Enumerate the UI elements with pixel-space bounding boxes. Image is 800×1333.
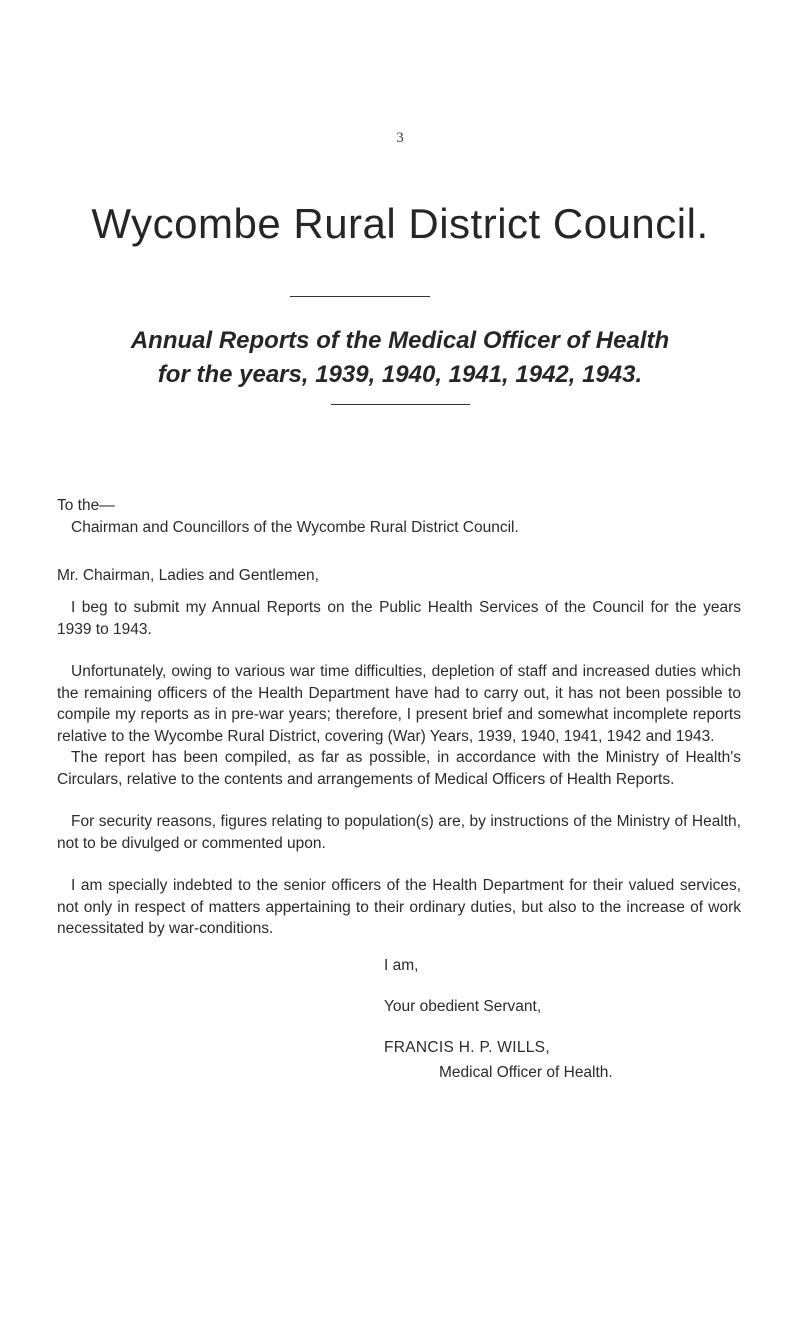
letter-addressee: Chairman and Councillors of the Wycombe Rural District Council. <box>71 519 519 536</box>
subtitle-divider <box>331 404 470 405</box>
report-subtitle <box>0 324 800 392</box>
closing-servant: Your obedient Servant, <box>384 998 542 1015</box>
subtitle-line-1: Annual Reports of the Medical Officer of Health <box>130 327 670 354</box>
subtitle-line-2: for the years, 1939, 1940, 1941, 1942, 1943. <box>157 361 643 388</box>
letter-salutation: Mr. Chairman, Ladies and Gentlemen, <box>57 567 319 584</box>
closing-i-am: I am, <box>384 957 419 974</box>
signatory-name: FRANCIS H. P. WILLS, <box>384 1039 550 1056</box>
letter-to-line: To the— <box>57 497 115 514</box>
signatory-title: Medical Officer of Health. <box>439 1064 613 1081</box>
letter-paragraph-1: I beg to submit my Annual Reports on the Public Health Services of the Council for the years 1939 to 1943. <box>57 599 741 638</box>
page-number: 3 <box>396 130 404 146</box>
letter-paragraph-2: Unfortunately, owing to various war time difficulties, depletion of staff and increased duties which the remaining officers of the Health Department have had to carry out, it has not been possible to compile my reports as in pre-war years; therefore, I present brief and somewhat incomplete reports relative to the Wycombe Rural District, covering (War) Years, 1939, 1940, 1941, 1942 and 1943. <box>57 663 741 745</box>
title-divider <box>290 296 430 297</box>
letter-paragraph-4: For security reasons, figures relating to population(s) are, by instructions of the Ministry of Health, not to be divulged or commented upon. <box>57 813 741 852</box>
letter-paragraph-3: The report has been compiled, as far as possible, in accordance with the Ministry of Health's Circulars, relative to the contents and arrangements of Medical Officers of Health Reports. <box>57 749 741 788</box>
document-title: Wycombe Rural District Council. <box>91 200 709 247</box>
letter-paragraph-5: I am specially indebted to the senior officers of the Health Department for their valued services, not only in respect of matters appertaining to their ordinary duties, but also to the increase of work necessitated by war-conditions. <box>57 877 741 937</box>
